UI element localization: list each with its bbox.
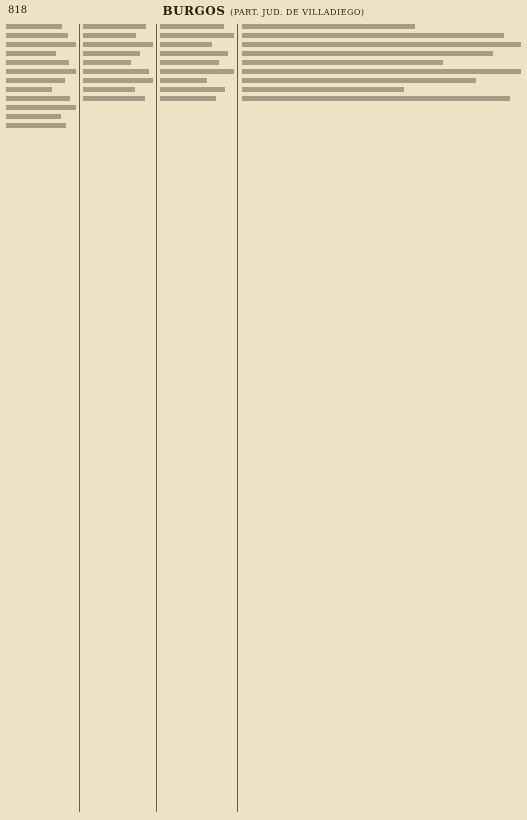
column-rule-1 bbox=[79, 24, 80, 812]
page-number: 818 bbox=[8, 5, 28, 16]
page-title-main: BURGOS bbox=[162, 4, 226, 18]
column-2 bbox=[83, 24, 153, 812]
column-rule-3 bbox=[237, 24, 238, 812]
column-rule-2 bbox=[156, 24, 157, 812]
page-title-sub: (PART. JUD. DE VILLADIEGO) bbox=[230, 8, 365, 17]
directory-columns bbox=[6, 24, 521, 812]
page-header bbox=[8, 4, 519, 20]
column-4-wide bbox=[242, 24, 521, 812]
column-3 bbox=[160, 24, 234, 812]
column-1 bbox=[6, 24, 76, 812]
page-title bbox=[8, 4, 519, 18]
